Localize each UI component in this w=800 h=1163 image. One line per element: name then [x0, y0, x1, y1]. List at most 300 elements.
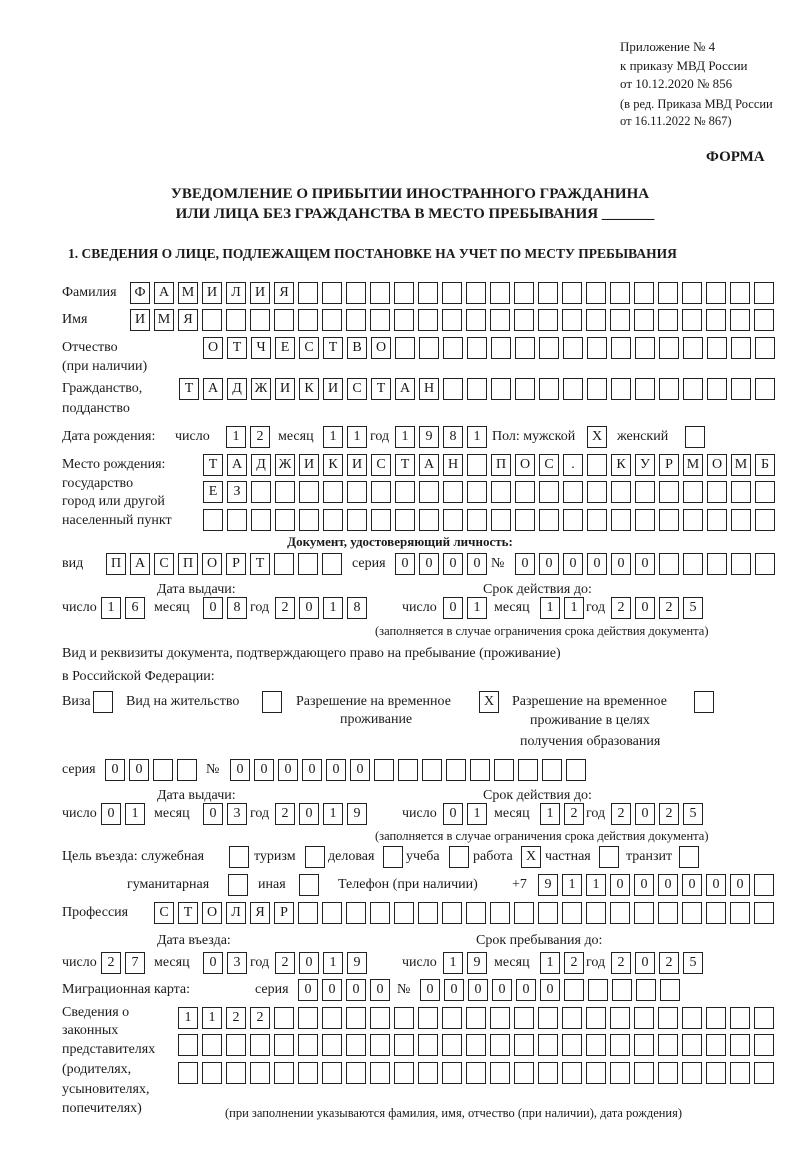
char-cell[interactable]	[514, 309, 534, 331]
char-cell[interactable]: 0	[326, 759, 346, 781]
char-cell[interactable]	[538, 1007, 558, 1029]
purpose-study-checkbox[interactable]	[449, 846, 469, 868]
char-cell[interactable]: 5	[683, 952, 703, 974]
char-cell[interactable]	[226, 1034, 246, 1056]
char-cell[interactable]	[394, 1062, 414, 1084]
char-cell[interactable]: Ф	[130, 282, 150, 304]
stay-valid-month-field[interactable]	[540, 803, 584, 825]
char-cell[interactable]: 0	[346, 979, 366, 1001]
char-cell[interactable]: Ж	[275, 454, 295, 476]
char-cell[interactable]: З	[227, 481, 247, 503]
char-cell[interactable]: 1	[586, 874, 606, 896]
char-cell[interactable]	[683, 337, 703, 359]
birth-month-field[interactable]	[323, 426, 367, 448]
char-cell[interactable]: А	[130, 553, 150, 575]
char-cell[interactable]	[226, 309, 246, 331]
char-cell[interactable]	[322, 553, 342, 575]
char-cell[interactable]	[731, 553, 751, 575]
char-cell[interactable]	[347, 509, 367, 531]
id-series-field[interactable]	[395, 553, 487, 575]
char-cell[interactable]	[731, 481, 751, 503]
char-cell[interactable]: 2	[659, 952, 679, 974]
char-cell[interactable]: 2	[101, 952, 121, 974]
char-cell[interactable]	[562, 1034, 582, 1056]
char-cell[interactable]	[274, 553, 294, 575]
char-cell[interactable]	[422, 759, 442, 781]
char-cell[interactable]	[586, 282, 606, 304]
char-cell[interactable]: 0	[302, 759, 322, 781]
char-cell[interactable]: 2	[275, 803, 295, 825]
char-cell[interactable]	[275, 481, 295, 503]
char-cell[interactable]: 2	[564, 803, 584, 825]
purpose-tourism-checkbox[interactable]	[305, 846, 325, 868]
char-cell[interactable]: 0	[635, 952, 655, 974]
char-cell[interactable]: К	[299, 378, 319, 400]
checkbox-cell[interactable]: X	[587, 426, 607, 448]
char-cell[interactable]	[251, 509, 271, 531]
char-cell[interactable]	[731, 337, 751, 359]
purpose-other-checkbox[interactable]	[299, 874, 319, 896]
char-cell[interactable]	[754, 309, 774, 331]
char-cell[interactable]	[418, 1062, 438, 1084]
char-cell[interactable]	[466, 1062, 486, 1084]
char-cell[interactable]	[346, 902, 366, 924]
id-valid-month-field[interactable]	[540, 597, 584, 619]
char-cell[interactable]: 8	[227, 597, 247, 619]
char-cell[interactable]	[442, 282, 462, 304]
char-cell[interactable]	[442, 309, 462, 331]
char-cell[interactable]: 1	[125, 803, 145, 825]
char-cell[interactable]: 9	[347, 952, 367, 974]
char-cell[interactable]	[755, 481, 775, 503]
char-cell[interactable]	[682, 1034, 702, 1056]
purpose-humanitarian-checkbox[interactable]	[228, 874, 248, 896]
char-cell[interactable]	[611, 337, 631, 359]
char-cell[interactable]	[562, 282, 582, 304]
char-cell[interactable]: 2	[250, 426, 270, 448]
stay-until-year-field[interactable]	[611, 952, 703, 974]
char-cell[interactable]	[563, 337, 583, 359]
char-cell[interactable]	[274, 1007, 294, 1029]
char-cell[interactable]	[274, 1034, 294, 1056]
char-cell[interactable]: 2	[275, 952, 295, 974]
char-cell[interactable]	[491, 378, 511, 400]
char-cell[interactable]: 1	[101, 597, 121, 619]
char-cell[interactable]	[658, 282, 678, 304]
char-cell[interactable]: 2	[659, 803, 679, 825]
char-cell[interactable]	[418, 902, 438, 924]
char-cell[interactable]	[538, 902, 558, 924]
char-cell[interactable]	[586, 309, 606, 331]
char-cell[interactable]	[374, 759, 394, 781]
char-cell[interactable]	[250, 309, 270, 331]
char-cell[interactable]: 1	[540, 597, 560, 619]
char-cell[interactable]	[658, 309, 678, 331]
char-cell[interactable]: Т	[371, 378, 391, 400]
char-cell[interactable]	[515, 378, 535, 400]
char-cell[interactable]	[299, 509, 319, 531]
char-cell[interactable]: Т	[323, 337, 343, 359]
char-cell[interactable]	[562, 309, 582, 331]
char-cell[interactable]	[538, 1034, 558, 1056]
char-cell[interactable]	[730, 1034, 750, 1056]
char-cell[interactable]	[634, 282, 654, 304]
char-cell[interactable]	[203, 509, 223, 531]
char-cell[interactable]	[610, 1062, 630, 1084]
char-cell[interactable]	[636, 979, 656, 1001]
checkbox-cell[interactable]	[229, 846, 249, 868]
char-cell[interactable]: 0	[611, 553, 631, 575]
char-cell[interactable]: 9	[467, 952, 487, 974]
birth-day-field[interactable]	[226, 426, 270, 448]
char-cell[interactable]: Р	[274, 902, 294, 924]
char-cell[interactable]	[659, 337, 679, 359]
char-cell[interactable]	[514, 1034, 534, 1056]
char-cell[interactable]: 9	[419, 426, 439, 448]
char-cell[interactable]: О	[202, 553, 222, 575]
char-cell[interactable]	[322, 1007, 342, 1029]
char-cell[interactable]	[683, 509, 703, 531]
phone-field[interactable]	[538, 874, 774, 896]
char-cell[interactable]: 0	[635, 553, 655, 575]
birthplace-line-1[interactable]	[203, 454, 775, 476]
char-cell[interactable]	[755, 378, 775, 400]
char-cell[interactable]: О	[203, 337, 223, 359]
char-cell[interactable]: Б	[755, 454, 775, 476]
char-cell[interactable]: 0	[278, 759, 298, 781]
char-cell[interactable]	[490, 282, 510, 304]
char-cell[interactable]	[322, 309, 342, 331]
id-valid-day-field[interactable]	[443, 597, 487, 619]
stay-issue-year-field[interactable]	[275, 803, 367, 825]
id-kind-field[interactable]	[106, 553, 342, 575]
char-cell[interactable]	[395, 337, 415, 359]
char-cell[interactable]	[755, 337, 775, 359]
char-cell[interactable]	[227, 509, 247, 531]
char-cell[interactable]	[682, 1062, 702, 1084]
char-cell[interactable]: С	[299, 337, 319, 359]
char-cell[interactable]: 2	[275, 597, 295, 619]
char-cell[interactable]: 1	[202, 1007, 222, 1029]
char-cell[interactable]	[610, 1007, 630, 1029]
char-cell[interactable]	[610, 282, 630, 304]
char-cell[interactable]: 0	[587, 553, 607, 575]
char-cell[interactable]: 1	[323, 803, 343, 825]
char-cell[interactable]	[322, 1034, 342, 1056]
id-issue-year-field[interactable]	[275, 597, 367, 619]
checkbox-cell[interactable]: X	[479, 691, 499, 713]
char-cell[interactable]: 0	[420, 979, 440, 1001]
char-cell[interactable]: 1	[443, 952, 463, 974]
char-cell[interactable]	[634, 1062, 654, 1084]
char-cell[interactable]: 0	[515, 553, 535, 575]
char-cell[interactable]	[442, 1062, 462, 1084]
char-cell[interactable]	[730, 902, 750, 924]
char-cell[interactable]: 6	[125, 597, 145, 619]
char-cell[interactable]	[563, 378, 583, 400]
char-cell[interactable]	[346, 282, 366, 304]
mc-series-field[interactable]	[298, 979, 390, 1001]
char-cell[interactable]	[730, 1062, 750, 1084]
char-cell[interactable]	[178, 1034, 198, 1056]
checkbox-cell[interactable]	[305, 846, 325, 868]
char-cell[interactable]: 1	[323, 952, 343, 974]
char-cell[interactable]: С	[347, 378, 367, 400]
char-cell[interactable]	[443, 337, 463, 359]
purpose-official-checkbox[interactable]	[229, 846, 249, 868]
char-cell[interactable]: 2	[611, 803, 631, 825]
char-cell[interactable]	[658, 1034, 678, 1056]
char-cell[interactable]	[443, 378, 463, 400]
char-cell[interactable]: 1	[562, 874, 582, 896]
char-cell[interactable]: А	[203, 378, 223, 400]
char-cell[interactable]	[490, 1007, 510, 1029]
char-cell[interactable]: 5	[683, 597, 703, 619]
rep-line-1[interactable]	[178, 1007, 774, 1029]
char-cell[interactable]	[443, 509, 463, 531]
char-cell[interactable]: 0	[706, 874, 726, 896]
char-cell[interactable]	[323, 509, 343, 531]
char-cell[interactable]: 9	[347, 803, 367, 825]
char-cell[interactable]: .	[563, 454, 583, 476]
char-cell[interactable]	[564, 979, 584, 1001]
char-cell[interactable]: 1	[395, 426, 415, 448]
checkbox-cell[interactable]	[694, 691, 714, 713]
char-cell[interactable]: 0	[468, 979, 488, 1001]
char-cell[interactable]	[395, 509, 415, 531]
char-cell[interactable]	[298, 309, 318, 331]
char-cell[interactable]: Н	[443, 454, 463, 476]
char-cell[interactable]	[754, 282, 774, 304]
char-cell[interactable]	[177, 759, 197, 781]
char-cell[interactable]: 8	[443, 426, 463, 448]
char-cell[interactable]	[490, 1034, 510, 1056]
checkbox-cell[interactable]	[679, 846, 699, 868]
char-cell[interactable]: 0	[419, 553, 439, 575]
char-cell[interactable]	[466, 309, 486, 331]
char-cell[interactable]: А	[227, 454, 247, 476]
char-cell[interactable]	[346, 309, 366, 331]
char-cell[interactable]: 0	[658, 874, 678, 896]
char-cell[interactable]	[514, 1062, 534, 1084]
char-cell[interactable]	[398, 759, 418, 781]
char-cell[interactable]	[658, 1062, 678, 1084]
char-cell[interactable]: 0	[370, 979, 390, 1001]
char-cell[interactable]	[707, 378, 727, 400]
char-cell[interactable]	[298, 1007, 318, 1029]
char-cell[interactable]	[634, 309, 654, 331]
char-cell[interactable]	[442, 1007, 462, 1029]
char-cell[interactable]	[418, 282, 438, 304]
char-cell[interactable]	[395, 481, 415, 503]
char-cell[interactable]: О	[202, 902, 222, 924]
mc-number-field[interactable]	[420, 979, 680, 1001]
char-cell[interactable]	[611, 509, 631, 531]
char-cell[interactable]: Т	[227, 337, 247, 359]
char-cell[interactable]	[754, 1034, 774, 1056]
char-cell[interactable]: И	[323, 378, 343, 400]
char-cell[interactable]	[470, 759, 490, 781]
char-cell[interactable]: 2	[611, 597, 631, 619]
char-cell[interactable]: Т	[250, 553, 270, 575]
entry-year-field[interactable]	[275, 952, 367, 974]
char-cell[interactable]: С	[154, 553, 174, 575]
char-cell[interactable]: Я	[274, 282, 294, 304]
char-cell[interactable]: 0	[610, 874, 630, 896]
char-cell[interactable]	[538, 1062, 558, 1084]
char-cell[interactable]	[659, 509, 679, 531]
char-cell[interactable]	[491, 509, 511, 531]
char-cell[interactable]	[754, 902, 774, 924]
char-cell[interactable]	[346, 1034, 366, 1056]
char-cell[interactable]	[419, 481, 439, 503]
char-cell[interactable]: 0	[101, 803, 121, 825]
char-cell[interactable]: 0	[322, 979, 342, 1001]
char-cell[interactable]	[347, 481, 367, 503]
char-cell[interactable]	[683, 553, 703, 575]
entry-month-field[interactable]	[203, 952, 247, 974]
char-cell[interactable]: 0	[350, 759, 370, 781]
char-cell[interactable]: 8	[347, 597, 367, 619]
char-cell[interactable]	[370, 902, 390, 924]
char-cell[interactable]: 0	[540, 979, 560, 1001]
char-cell[interactable]: 0	[444, 979, 464, 1001]
char-cell[interactable]: 0	[203, 952, 223, 974]
surname-field[interactable]	[130, 282, 774, 304]
char-cell[interactable]	[682, 902, 702, 924]
char-cell[interactable]	[612, 979, 632, 1001]
char-cell[interactable]	[731, 509, 751, 531]
char-cell[interactable]	[418, 1007, 438, 1029]
char-cell[interactable]: Я	[178, 309, 198, 331]
char-cell[interactable]	[491, 337, 511, 359]
id-number-field[interactable]	[515, 553, 775, 575]
checkbox-cell[interactable]	[228, 874, 248, 896]
char-cell[interactable]: 5	[683, 803, 703, 825]
checkbox-cell[interactable]	[93, 691, 113, 713]
char-cell[interactable]	[514, 902, 534, 924]
char-cell[interactable]	[322, 902, 342, 924]
char-cell[interactable]	[563, 509, 583, 531]
char-cell[interactable]	[563, 481, 583, 503]
char-cell[interactable]: 1	[323, 597, 343, 619]
char-cell[interactable]	[731, 378, 751, 400]
char-cell[interactable]: 0	[682, 874, 702, 896]
char-cell[interactable]	[442, 902, 462, 924]
char-cell[interactable]	[323, 481, 343, 503]
char-cell[interactable]: И	[130, 309, 150, 331]
char-cell[interactable]	[418, 309, 438, 331]
char-cell[interactable]: Р	[659, 454, 679, 476]
char-cell[interactable]	[419, 509, 439, 531]
char-cell[interactable]: Ч	[251, 337, 271, 359]
id-issue-month-field[interactable]	[203, 597, 247, 619]
char-cell[interactable]	[466, 1007, 486, 1029]
char-cell[interactable]	[634, 1034, 654, 1056]
checkbox-cell[interactable]	[383, 846, 403, 868]
char-cell[interactable]	[611, 378, 631, 400]
char-cell[interactable]	[370, 1007, 390, 1029]
char-cell[interactable]	[562, 1007, 582, 1029]
char-cell[interactable]	[322, 1062, 342, 1084]
char-cell[interactable]: А	[395, 378, 415, 400]
char-cell[interactable]	[586, 1007, 606, 1029]
char-cell[interactable]: 1	[467, 426, 487, 448]
char-cell[interactable]: 0	[299, 597, 319, 619]
char-cell[interactable]	[707, 509, 727, 531]
stay-valid-year-field[interactable]	[611, 803, 703, 825]
stay-issue-day-field[interactable]	[101, 803, 145, 825]
char-cell[interactable]: Я	[250, 902, 270, 924]
char-cell[interactable]: 1	[540, 952, 560, 974]
char-cell[interactable]	[610, 309, 630, 331]
checkbox-cell[interactable]	[299, 874, 319, 896]
char-cell[interactable]	[539, 509, 559, 531]
char-cell[interactable]	[274, 309, 294, 331]
char-cell[interactable]: 7	[125, 952, 145, 974]
char-cell[interactable]: 1	[540, 803, 560, 825]
char-cell[interactable]	[275, 509, 295, 531]
char-cell[interactable]: Т	[395, 454, 415, 476]
char-cell[interactable]	[682, 1007, 702, 1029]
purpose-transit-checkbox[interactable]	[679, 846, 699, 868]
char-cell[interactable]	[706, 1007, 726, 1029]
char-cell[interactable]	[635, 509, 655, 531]
char-cell[interactable]	[635, 378, 655, 400]
char-cell[interactable]: И	[299, 454, 319, 476]
char-cell[interactable]	[371, 481, 391, 503]
char-cell[interactable]: 2	[611, 952, 631, 974]
char-cell[interactable]: 0	[492, 979, 512, 1001]
char-cell[interactable]: Д	[251, 454, 271, 476]
char-cell[interactable]: П	[491, 454, 511, 476]
char-cell[interactable]	[587, 509, 607, 531]
char-cell[interactable]	[660, 979, 680, 1001]
char-cell[interactable]	[299, 481, 319, 503]
char-cell[interactable]	[706, 1034, 726, 1056]
char-cell[interactable]	[466, 282, 486, 304]
char-cell[interactable]	[566, 759, 586, 781]
char-cell[interactable]	[518, 759, 538, 781]
char-cell[interactable]	[466, 1034, 486, 1056]
purpose-private-checkbox[interactable]	[599, 846, 619, 868]
char-cell[interactable]: М	[178, 282, 198, 304]
char-cell[interactable]: Т	[178, 902, 198, 924]
char-cell[interactable]: К	[611, 454, 631, 476]
char-cell[interactable]	[635, 481, 655, 503]
char-cell[interactable]	[587, 481, 607, 503]
char-cell[interactable]	[562, 902, 582, 924]
char-cell[interactable]	[542, 759, 562, 781]
char-cell[interactable]	[298, 282, 318, 304]
char-cell[interactable]: 1	[564, 597, 584, 619]
char-cell[interactable]: Д	[227, 378, 247, 400]
char-cell[interactable]: 0	[443, 553, 463, 575]
char-cell[interactable]	[587, 454, 607, 476]
char-cell[interactable]: 0	[539, 553, 559, 575]
char-cell[interactable]: Р	[226, 553, 246, 575]
char-cell[interactable]	[370, 1062, 390, 1084]
char-cell[interactable]: 0	[254, 759, 274, 781]
char-cell[interactable]	[586, 1034, 606, 1056]
char-cell[interactable]: 0	[443, 597, 463, 619]
char-cell[interactable]	[394, 282, 414, 304]
stay-until-day-field[interactable]	[443, 952, 487, 974]
char-cell[interactable]: 0	[730, 874, 750, 896]
stay-number-field[interactable]	[230, 759, 586, 781]
char-cell[interactable]	[370, 309, 390, 331]
char-cell[interactable]: 9	[538, 874, 558, 896]
